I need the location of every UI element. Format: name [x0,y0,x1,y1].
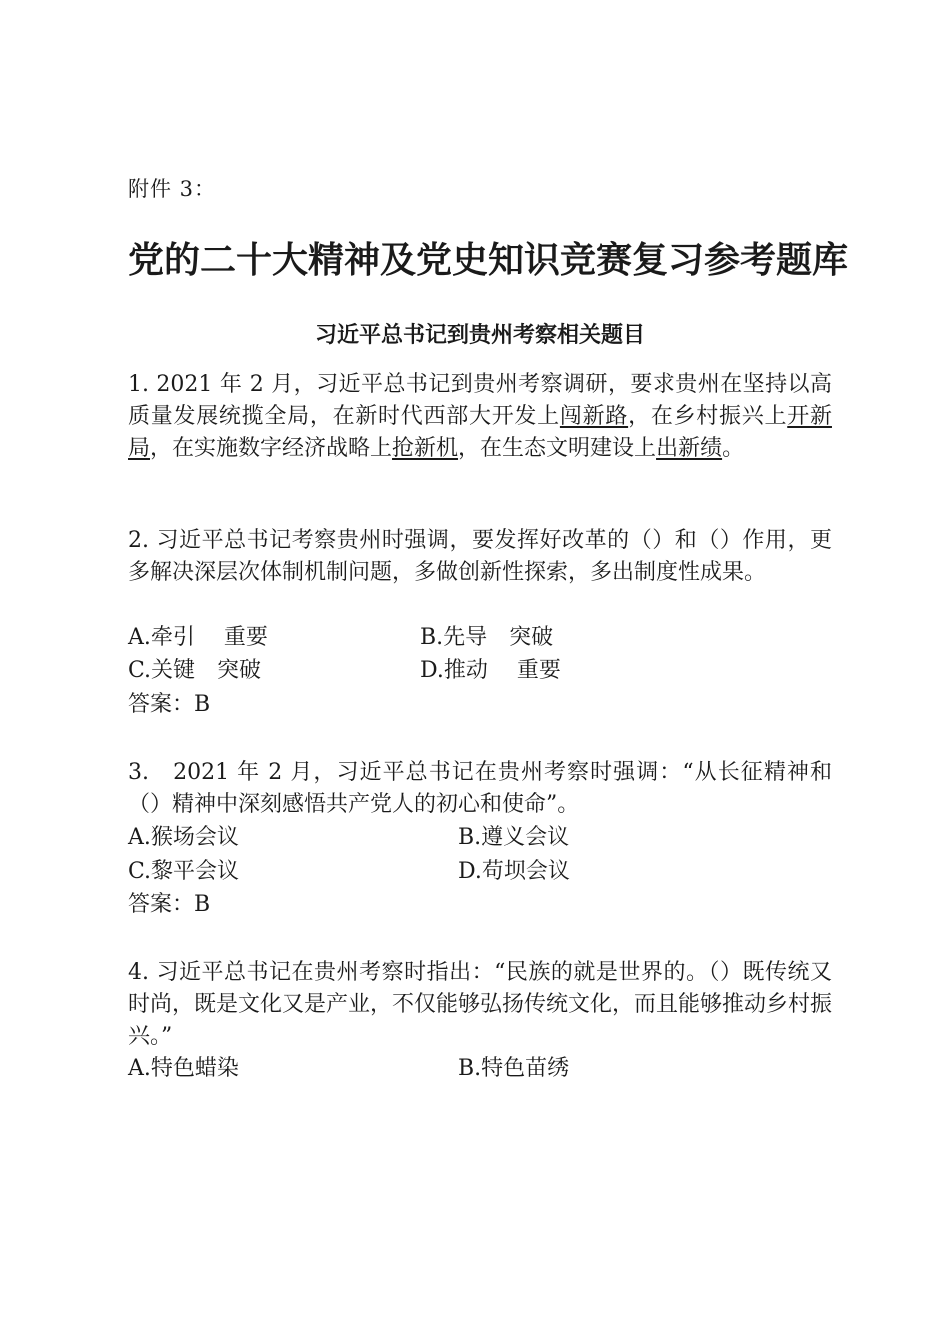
question-2-option-b: B.先导 突破 [420,625,554,650]
question-3-option-c: C.黎平会议 [128,859,240,884]
underlined-keyword: 出新绩 [656,436,723,461]
underlined-keyword: 开新局 [128,404,832,461]
question-3-option-d: D.苟坝会议 [458,859,570,884]
attachment-label: 附件 3： [128,177,217,201]
underlined-keyword: 闯新路 [559,404,629,429]
question-3-text: 3. 2021 年 2 月，习近平总书记在贵州考察时强调：“从长征精神和（）精神中深刻感悟共产党人的初心和使命”。 [128,760,832,817]
question-2-answer: 答案：B [128,692,211,717]
question-1-text: 1. 2021 年 2 月，习近平总书记到贵州考察调研，要求贵州在坚持以高质量发展统揽全局，在新时代西部大开发上闯新路，在乡村振兴上开新局，在实施数字经济战略上抢新机，在生态文明建设上出新绩。 [128,372,832,461]
section-title: 习近平总书记到贵州考察相关题目 [314,323,645,348]
underlined-keyword: 抢新机 [392,436,459,461]
question-3-option-b: B.遵义会议 [458,825,570,850]
question-2-option-a: A.牵引 重要 [128,625,268,650]
question-2-text: 2. 习近平总书记考察贵州时强调，要发挥好改革的（）和（）作用，更多解决深层次体制机制问题，多做创新性探索，多出制度性成果。 [128,528,832,585]
page-title: 党的二十大精神及党史知识竞赛复习参考题库 [128,240,849,281]
question-4-text: 4. 习近平总书记在贵州考察时指出：“民族的就是世界的。（）既传统又时尚，既是文化又是产业，不仅能够弘扬传统文化，而且能够推动乡村振兴。” [128,960,833,1049]
question-4-option-a: A.特色蜡染 [128,1056,239,1081]
question-2-option-c: C.关键 突破 [128,658,262,683]
question-4-option-b: B.特色苗绣 [458,1056,570,1081]
question-3-answer: 答案：B [128,892,211,917]
question-3-option-a: A.猴场会议 [128,825,239,850]
question-2-option-d: D.推动 重要 [420,658,561,683]
